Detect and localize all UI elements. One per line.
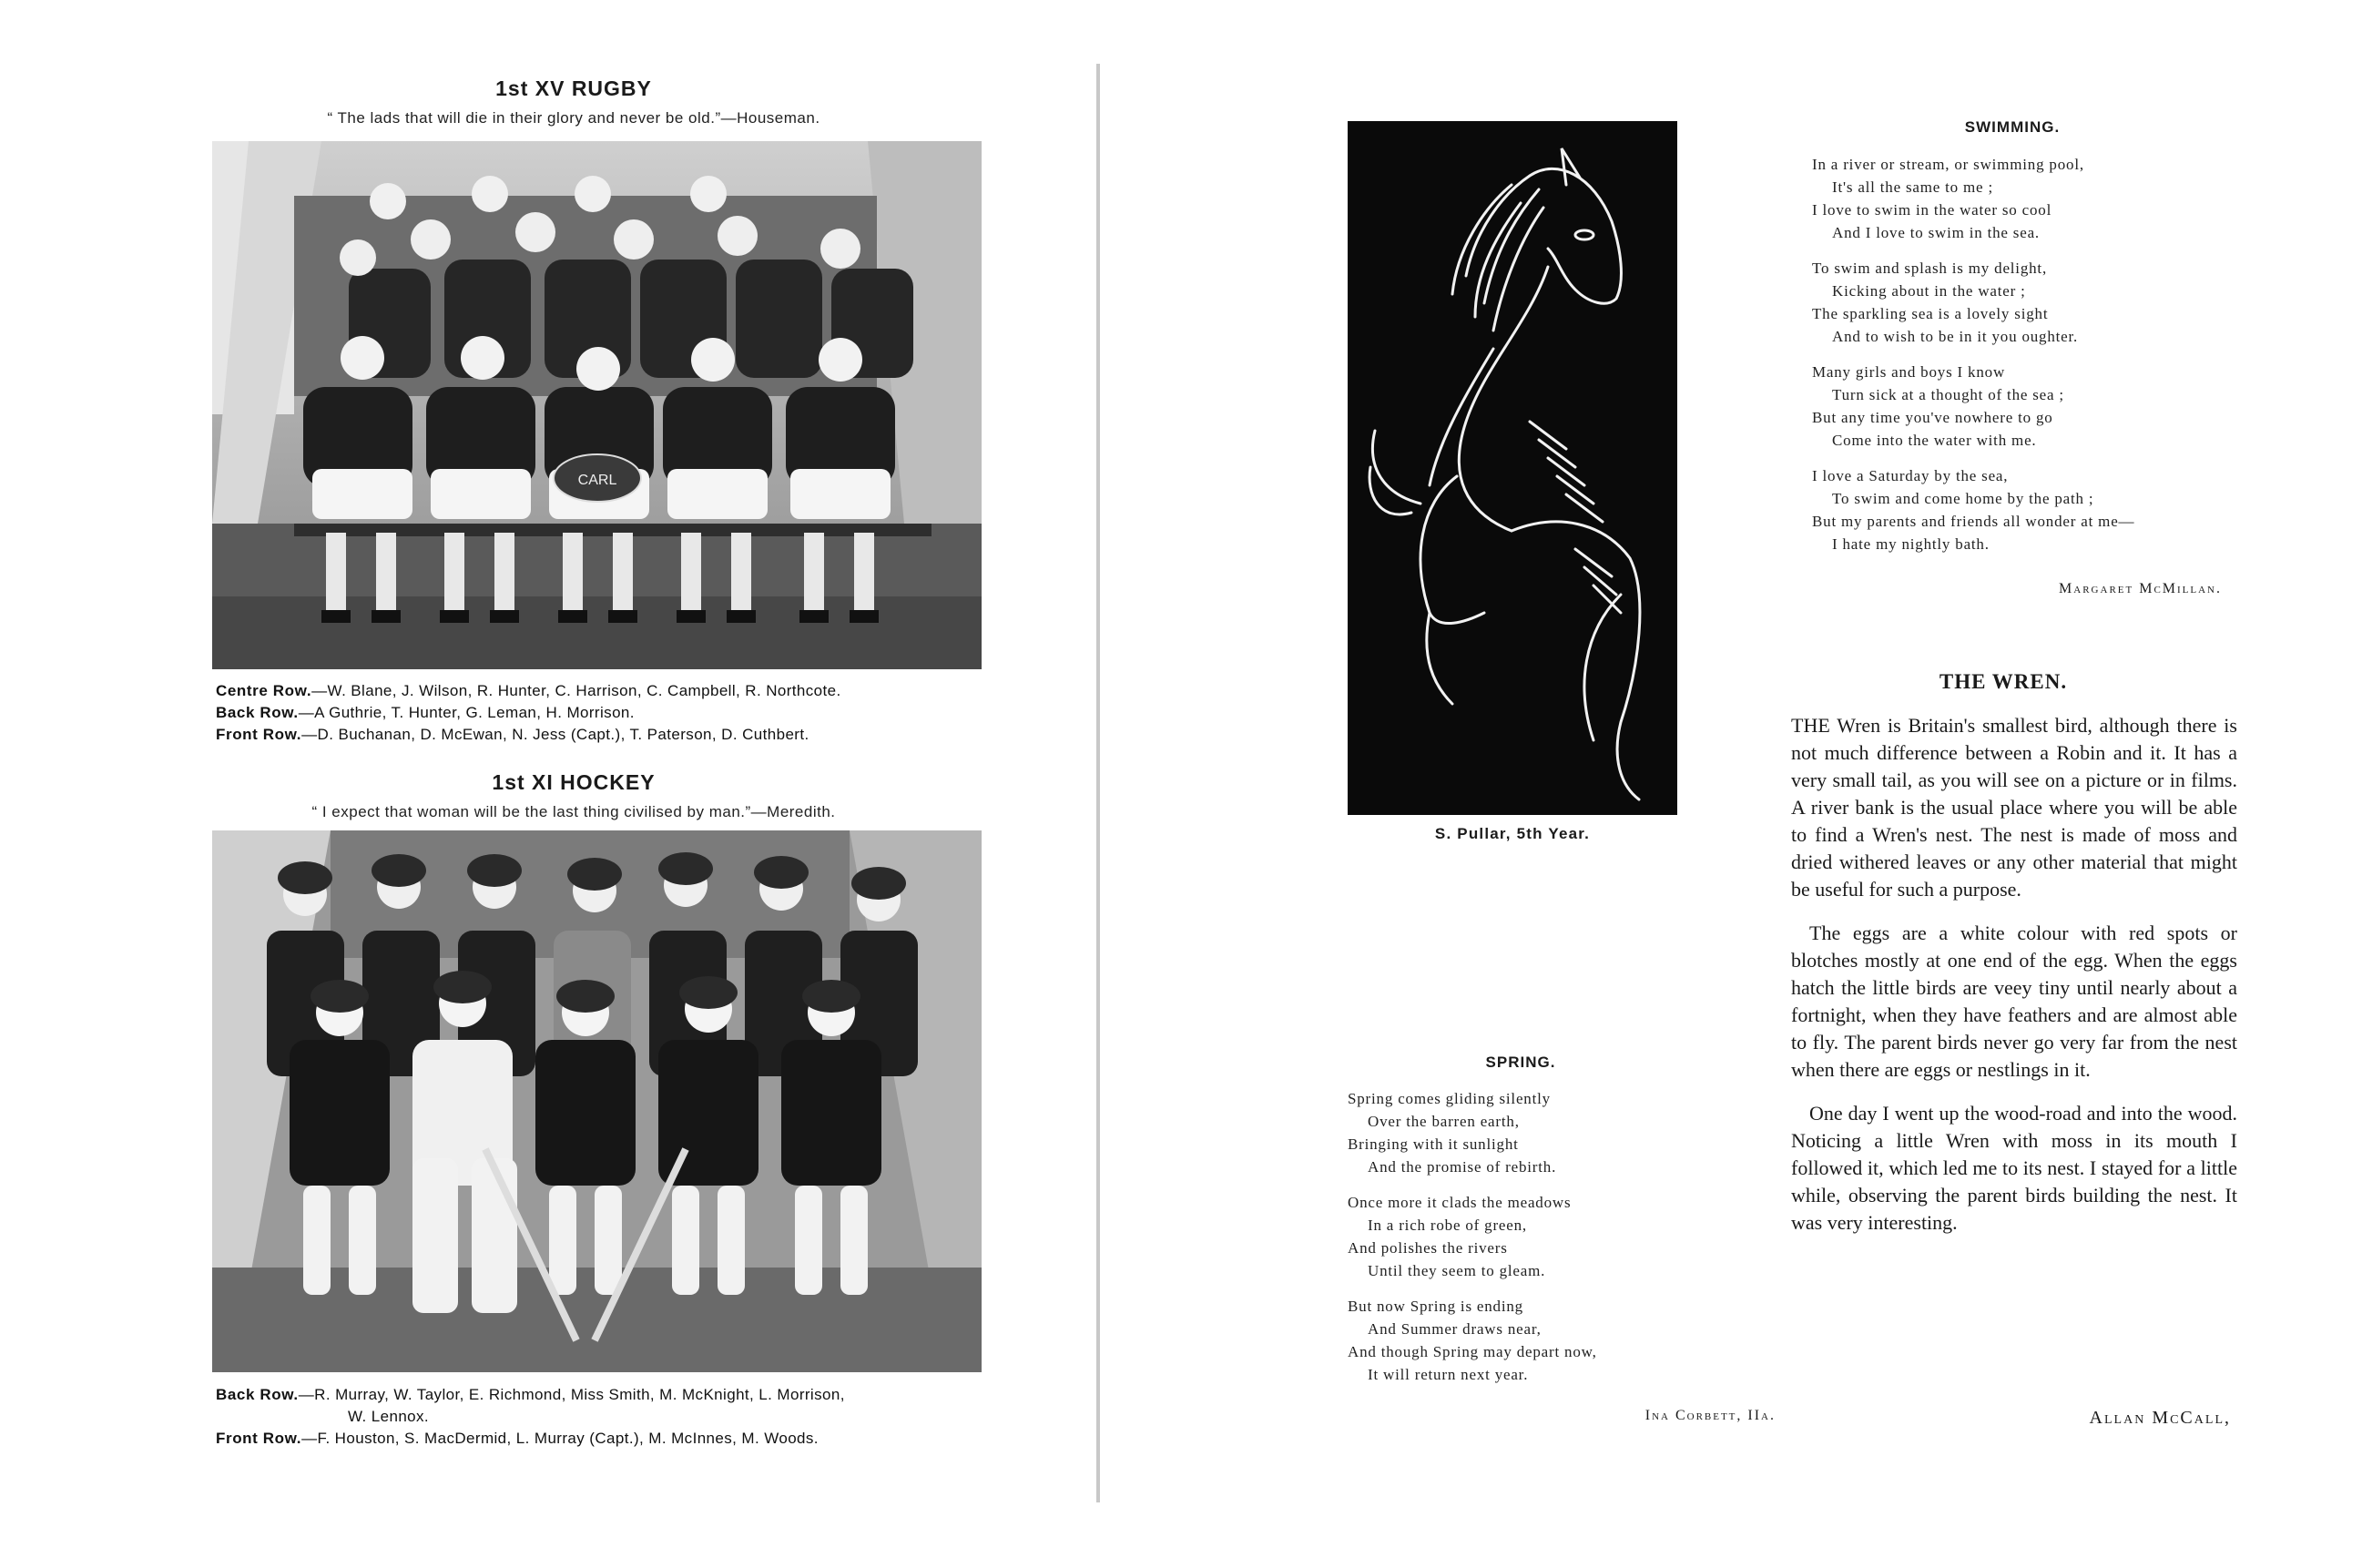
wren-paragraph-3: One day I went up the wood-road and into the wood. Noticing a little Wren with moss in its mouth I followed it, which led me to its nest. I stayed for a little while, observing the parent birds building the nest. It was very interesting. bbox=[1791, 1102, 2237, 1234]
hockey-back-row-cont: W. Lennox. bbox=[348, 1408, 430, 1425]
back-row-names: —A Guthrie, T. Hunter, G. Leman, H. Morrison. bbox=[298, 704, 635, 721]
poem-line: Come into the water with me. bbox=[1832, 432, 2037, 449]
centre-row-names: —W. Blane, J. Wilson, R. Hunter, C. Harrison, C. Campbell, R. Northcote. bbox=[311, 682, 841, 699]
rugby-caption bbox=[216, 680, 990, 746]
spring-stanza-3 bbox=[1348, 1295, 1730, 1386]
poem-line: I hate my nightly bath. bbox=[1832, 535, 1990, 553]
poem-line: I love to swim in the water so cool bbox=[1812, 201, 2052, 219]
left-page bbox=[0, 0, 1097, 1568]
hockey-back-row bbox=[216, 1384, 990, 1406]
wren-author: Allan McCall, bbox=[2089, 1408, 2231, 1428]
poem-line: To swim and come home by the path ; bbox=[1832, 490, 2094, 507]
hockey-caption bbox=[216, 1384, 990, 1450]
hockey-team-photo bbox=[212, 830, 982, 1372]
back-row-label: Back Row. bbox=[216, 704, 299, 721]
wren-paragraph-1: THE Wren is Britain's smallest bird, although there is not much difference between a Robin and it. It has a very small tail, as you will see on a picture or in films. A river bank is the usual place where you will be able to find a Wren's nest. The nest is made of moss and dried withered leaves or any other material that might be useful for such a purpose. bbox=[1791, 714, 2237, 901]
wren-article bbox=[1791, 712, 2237, 1253]
hockey-quote: “ I expect that woman will be the last thing civilised by man.”—Meredith. bbox=[311, 803, 836, 820]
rugby-quote: “ The lads that will die in their glory and never be old.”—Houseman. bbox=[327, 109, 820, 127]
swimming-stanza-1 bbox=[1812, 153, 2267, 244]
poem-line: And polishes the rivers bbox=[1348, 1239, 1508, 1257]
spring-poem bbox=[1348, 1087, 1730, 1399]
poem-line: I love a Saturday by the sea, bbox=[1812, 467, 2009, 484]
ball-text: CARL bbox=[577, 473, 617, 488]
spring-stanza-2 bbox=[1348, 1191, 1730, 1282]
poem-line: Bringing with it sunlight bbox=[1348, 1135, 1519, 1153]
rugby-team-photo bbox=[212, 141, 982, 669]
poem-line: And to wish to be in it you oughter. bbox=[1832, 328, 2079, 345]
hockey-back-row-label: Back Row. bbox=[216, 1386, 299, 1403]
spring-author: Ina Corbett, IIa. bbox=[1644, 1408, 1776, 1423]
swimming-author: Margaret McMillan. bbox=[2059, 581, 2222, 596]
poem-line: It will return next year. bbox=[1368, 1366, 1529, 1383]
poem-line: Turn sick at a thought of the sea ; bbox=[1832, 386, 2064, 403]
horse-caption: S. Pullar, 5th Year. bbox=[1434, 825, 1591, 842]
spring-stanza-1 bbox=[1348, 1087, 1730, 1178]
page-gutter bbox=[1096, 64, 1100, 1502]
swimming-title: SWIMMING. bbox=[1964, 118, 2061, 136]
poem-line: But any time you've nowhere to go bbox=[1812, 409, 2053, 426]
front-row-label: Front Row. bbox=[216, 726, 302, 743]
swimming-stanza-4 bbox=[1812, 464, 2267, 555]
front-row-names: —D. Buchanan, D. McEwan, N. Jess (Capt.), T. Paterson, D. Cuthbert. bbox=[301, 726, 809, 743]
rugby-title: 1st XV RUGBY bbox=[495, 76, 652, 100]
poem-line: And though Spring may depart now, bbox=[1348, 1343, 1597, 1360]
poem-line: And Summer draws near, bbox=[1368, 1320, 1542, 1338]
poem-line: In a river or stream, or swimming pool, bbox=[1812, 156, 2084, 173]
poem-line: Kicking about in the water ; bbox=[1832, 282, 2026, 300]
rugby-front-row bbox=[216, 724, 990, 746]
rugby-back-row bbox=[216, 702, 990, 724]
rugby-centre-row bbox=[216, 680, 990, 702]
poem-line: Many girls and boys I know bbox=[1812, 363, 2006, 381]
hockey-back-row-names: —R. Murray, W. Taylor, E. Richmond, Miss Smith, M. McKnight, L. Morrison, bbox=[298, 1386, 845, 1403]
swimming-stanza-2 bbox=[1812, 257, 2267, 348]
spring-title: SPRING. bbox=[1485, 1054, 1556, 1071]
poem-line: Spring comes gliding silently bbox=[1348, 1090, 1551, 1107]
poem-line: And I love to swim in the sea. bbox=[1832, 224, 2040, 241]
poem-line: The sparkling sea is a lovely sight bbox=[1812, 305, 2049, 322]
hockey-front-row bbox=[216, 1428, 990, 1450]
poem-line: Until they seem to gleam. bbox=[1368, 1262, 1546, 1279]
poem-line: But my parents and friends all wonder at me— bbox=[1812, 513, 2135, 530]
rugby-photo-graphic bbox=[212, 141, 982, 669]
hockey-photo-graphic bbox=[212, 830, 982, 1372]
wren-title: THE WREN. bbox=[1939, 670, 2068, 693]
hockey-title: 1st XI HOCKEY bbox=[492, 770, 656, 794]
hockey-front-row-names: —F. Houston, S. MacDermid, L. Murray (Capt.), M. McInnes, M. Woods. bbox=[301, 1430, 819, 1447]
centre-row-label: Centre Row. bbox=[216, 682, 312, 699]
hockey-front-row-label: Front Row. bbox=[216, 1430, 302, 1447]
poem-line: In a rich robe of green, bbox=[1368, 1217, 1527, 1234]
poem-line: Once more it clads the meadows bbox=[1348, 1194, 1572, 1211]
swimming-poem bbox=[1812, 153, 2267, 568]
horse-drawing bbox=[1348, 121, 1677, 815]
horse-illustration bbox=[1348, 121, 1677, 815]
swimming-stanza-3 bbox=[1812, 361, 2267, 452]
poem-line: It's all the same to me ; bbox=[1832, 178, 1993, 196]
poem-line: And the promise of rebirth. bbox=[1368, 1158, 1557, 1176]
poem-line: To swim and splash is my delight, bbox=[1812, 260, 2048, 277]
right-page bbox=[1102, 0, 2362, 1568]
wren-paragraph-2: The eggs are a white colour with red spots or blotches mostly at one end of the egg. When the eggs hatch the little birds are veey tiny until nearly about a fortnight, when they have feathers and are almost able to fly. The parent birds never go very far from the nest when there are eggs or nestlings in it. bbox=[1791, 921, 2237, 1081]
poem-line: Over the barren earth, bbox=[1368, 1113, 1520, 1130]
poem-line: But now Spring is ending bbox=[1348, 1298, 1523, 1315]
